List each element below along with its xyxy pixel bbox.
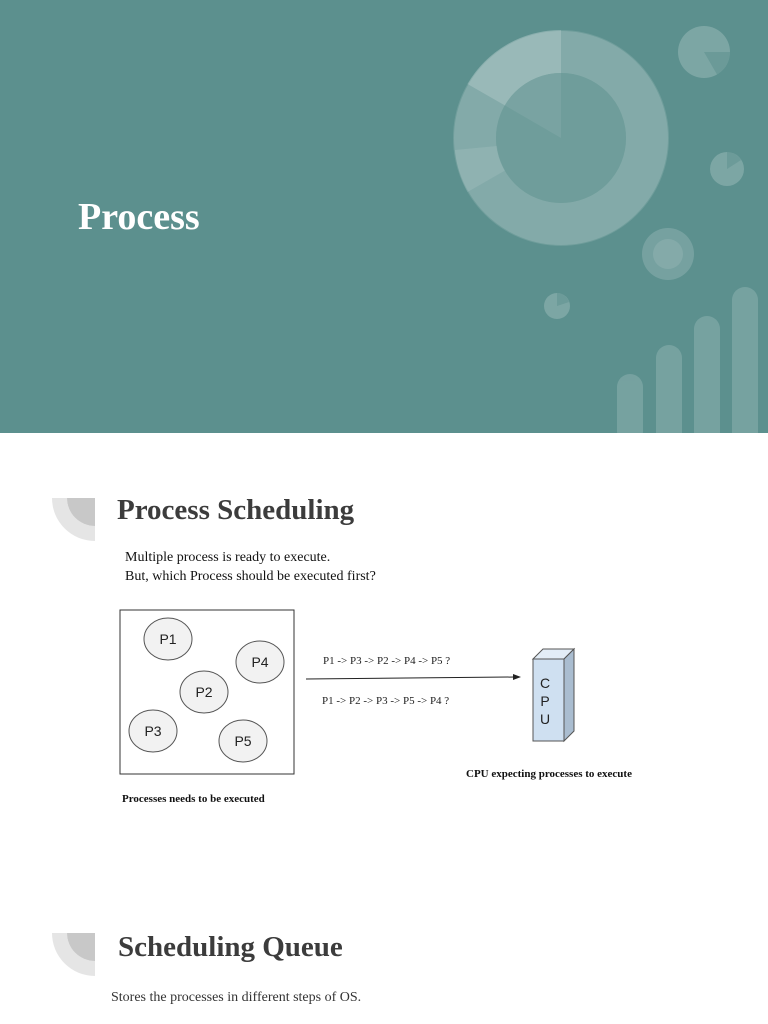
cpu-letter: P — [540, 693, 550, 709]
process-node — [129, 710, 177, 752]
cpu-block — [533, 649, 574, 741]
order-option-text: P1 -> P3 -> P2 -> P4 -> P5 ? — [323, 655, 451, 667]
scheduling-diagram — [0, 490, 768, 850]
arrow-line — [306, 677, 515, 679]
section-title: Process Scheduling — [117, 494, 355, 526]
banner-title: Process — [78, 196, 200, 238]
process-node — [180, 671, 228, 713]
intro-line: Multiple process is ready to execute. — [125, 550, 331, 565]
cpu-caption: CPU expecting processes to execute — [466, 768, 632, 780]
process-node — [144, 618, 192, 660]
section-quarter-circle-icon — [52, 933, 96, 977]
section-title: Scheduling Queue — [118, 931, 343, 963]
queue-description: Stores the processes in different steps of OS. — [111, 990, 362, 1005]
cpu-letter: C — [539, 675, 551, 691]
scheduling-queue-section — [0, 925, 768, 1024]
process-label: P3 — [144, 723, 162, 739]
process-scheduling-section — [0, 490, 768, 850]
process-label: P1 — [159, 631, 177, 647]
arrow-head-icon — [513, 674, 521, 680]
intro-line: But, which Process should be executed first? — [125, 569, 376, 584]
process-node — [236, 641, 284, 683]
processes-caption: Processes needs to be executed — [122, 793, 265, 805]
process-label: P4 — [251, 654, 269, 670]
process-label: P5 — [234, 733, 252, 749]
cpu-letter: U — [539, 711, 551, 727]
title-banner — [0, 0, 768, 433]
order-option-text: P1 -> P2 -> P3 -> P5 -> P4 ? — [322, 695, 450, 707]
process-label: P2 — [195, 684, 213, 700]
process-node — [219, 720, 267, 762]
